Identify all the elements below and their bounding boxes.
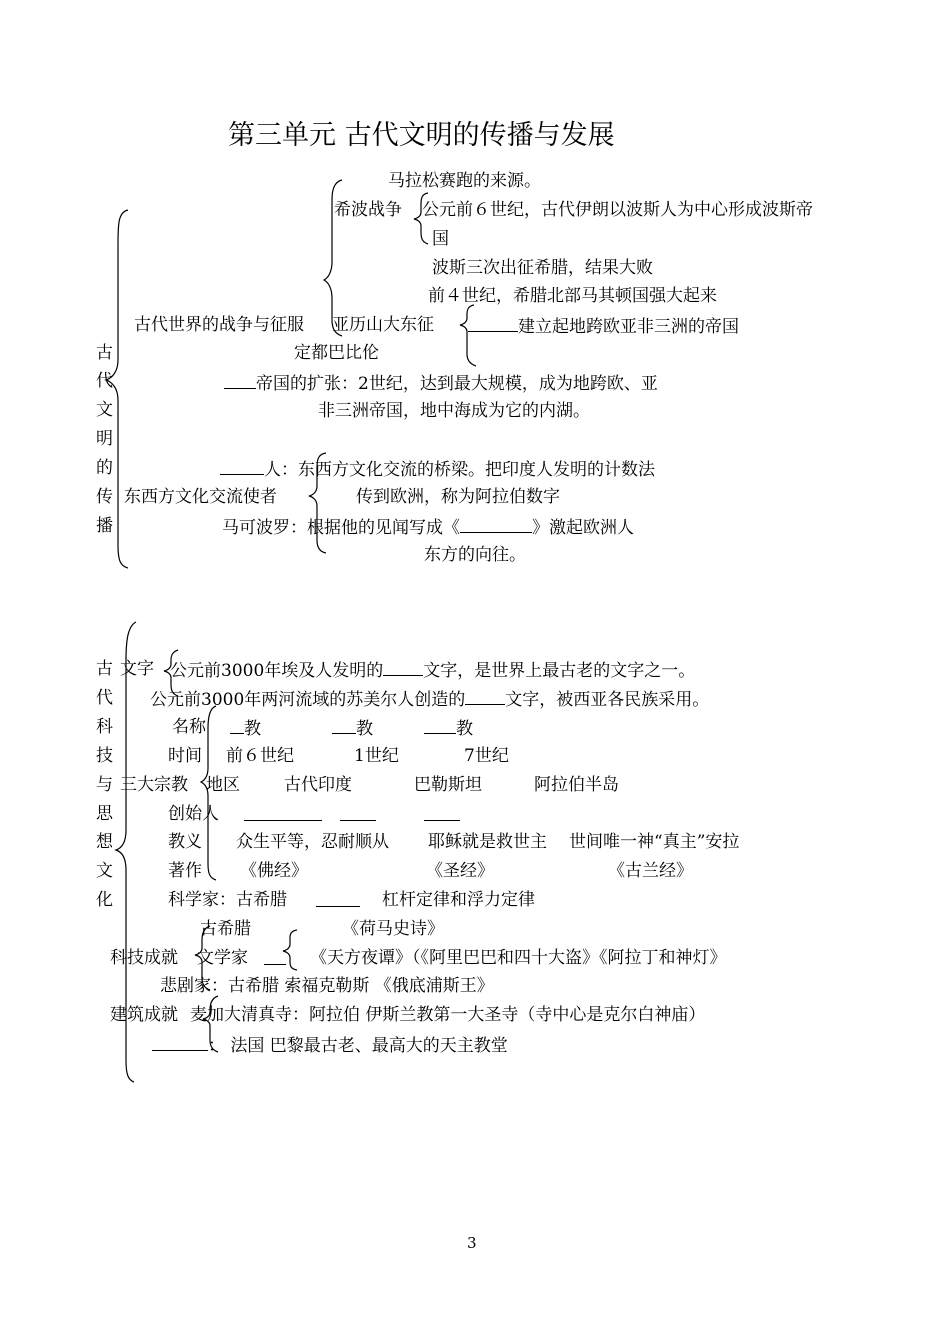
homer-epic: 《荷马史诗》	[342, 919, 444, 939]
scientist: 科学家：古希腊	[168, 890, 287, 910]
vertical-label-char: 的	[96, 458, 113, 478]
blank-line[interactable]	[424, 717, 456, 734]
blank-line[interactable]	[316, 890, 360, 907]
religion-book-3: 《古兰经》	[608, 861, 693, 881]
persian-empire-cont: 国	[432, 229, 449, 249]
arabian-nights: 《天方夜谭》（《阿里巴巴和四十大盗》《阿拉丁和神灯》	[310, 948, 727, 968]
religion-doctrine-label: 教义	[168, 832, 202, 852]
religion-time-1: 前６世纪	[226, 746, 294, 766]
ancient-greece: 古希腊	[200, 919, 251, 939]
vertical-label-char: 想	[96, 832, 113, 852]
greco-persian-war: 希波战争	[334, 200, 402, 220]
marco-polo-cont: 东方的向往。	[424, 545, 526, 565]
writing-heading: 文字	[120, 659, 154, 679]
vertical-label-char: 文	[96, 861, 113, 881]
religion-name-2: 教	[332, 717, 373, 739]
persia-invades: 波斯三次出征希腊，结果大败	[432, 258, 653, 278]
persian-empire-line: 公元前６世纪，古代伊朗以波斯人为中心形成波斯帝	[422, 200, 813, 220]
religion-founder-label: 创始人	[168, 804, 219, 824]
vertical-label-char: 思	[96, 804, 113, 824]
vertical-label-char: 明	[96, 429, 113, 449]
blank-line[interactable]	[244, 804, 322, 821]
vertical-label-char: 文	[96, 400, 113, 420]
mecca-mosque: 麦加大清真寺：阿拉伯 伊斯兰教第一大圣寺（寺中心是克尔白神庙）	[190, 1005, 706, 1025]
lever-law: 杠杆定律和浮力定律	[382, 890, 535, 910]
envoys-heading: 东西方文化交流使者	[124, 487, 277, 507]
blank-line[interactable]	[230, 717, 244, 734]
page-title: 第三单元 古代文明的传播与发展	[228, 120, 615, 151]
alexander-empire: 建立起地跨欧亚非三洲的帝国	[468, 315, 739, 337]
blank-line[interactable]	[152, 1034, 208, 1051]
roman-expansion: 帝国的扩张：2世纪，达到最大规模，成为地跨欧、亚	[224, 372, 658, 394]
blank-line[interactable]	[220, 458, 264, 475]
roman-expansion-cont: 非三洲帝国，地中海成为它的内湖。	[318, 401, 590, 421]
blank-line[interactable]	[332, 717, 356, 734]
religion-book-2: 《圣经》	[426, 861, 494, 881]
religion-time-label: 时间	[168, 746, 202, 766]
vertical-label-char: 古	[96, 659, 113, 679]
sumer-writing: 公元前3000年两河流域的苏美尔人创造的 文字，被西亚各民族采用。	[150, 690, 710, 710]
blank-line[interactable]	[460, 516, 532, 533]
vertical-label-char: 化	[96, 890, 113, 910]
religions-heading: 三大宗教	[120, 775, 188, 795]
babylon-capital: 定都巴比伦	[294, 343, 379, 363]
vertical-label-char: 科	[96, 717, 113, 737]
vertical-label-char: 技	[96, 746, 113, 766]
vertical-label-char: 代	[96, 371, 113, 391]
religion-region-label: 地区	[206, 775, 240, 795]
notre-dame: ： 法国 巴黎最古老、最高大的天主教堂	[152, 1034, 508, 1056]
vertical-label-char: 播	[96, 516, 113, 536]
religion-name-label: 名称	[172, 717, 206, 737]
blank-line[interactable]	[465, 688, 505, 705]
tragedian: 悲剧家：古希腊 索福克勒斯 《俄底浦斯王》	[160, 976, 494, 996]
religion-book-1: 《佛经》	[240, 861, 308, 881]
page-number: 3	[467, 1234, 477, 1252]
religion-book-label: 著作	[168, 861, 202, 881]
writer-label: 文学家	[197, 948, 248, 968]
blank-line[interactable]	[383, 659, 423, 676]
vertical-label-char: 传	[96, 487, 113, 507]
vertical-label-char: 古	[96, 343, 113, 363]
religion-name-3: 教	[424, 717, 473, 739]
marathon-origin: 马拉松赛跑的来源。	[388, 171, 541, 191]
arab-bridge: 人：东西方文化交流的桥梁。把印度人发明的计数法	[220, 458, 655, 480]
architecture-heading: 建筑成就	[110, 1005, 178, 1025]
religion-region-2: 巴勒斯坦	[414, 775, 482, 795]
arabic-numerals: 传到欧洲，称为阿拉伯数字	[356, 487, 560, 507]
macedon-rise: 前４世纪，希腊北部马其顿国强大起来	[428, 286, 717, 306]
religion-time-3: 7世纪	[464, 746, 509, 766]
vertical-label-char: 代	[96, 688, 113, 708]
blank-line[interactable]	[224, 372, 256, 389]
sci-tech-heading: 科技成就	[110, 948, 178, 968]
blank-line[interactable]	[468, 315, 518, 332]
religion-doctrine-2: 耶稣就是救世主	[428, 832, 547, 852]
blank-line[interactable]	[340, 804, 376, 821]
war-heading: 古代世界的战争与征服	[134, 315, 304, 335]
blank-line[interactable]	[264, 948, 286, 965]
religion-doctrine-3: 世间唯一神“真主”安拉	[569, 832, 740, 852]
religion-doctrine-1: 众生平等，忍耐顺从	[236, 832, 389, 852]
religion-region-3: 阿拉伯半岛	[534, 775, 619, 795]
vertical-label-char: 与	[96, 775, 113, 795]
egypt-writing: 公元前3000年埃及人发明的 文字，是世界上最古老的文字之一。	[170, 661, 696, 681]
marco-polo: 马可波罗：根据他的见闻写成《 》激起欧洲人	[222, 518, 634, 538]
blank-line[interactable]	[424, 804, 460, 821]
alexander-campaign: 亚历山大东征	[332, 315, 434, 335]
religion-region-1: 古代印度	[284, 775, 352, 795]
religion-name-1: 教	[230, 717, 261, 739]
religion-time-2: 1世纪	[354, 746, 399, 766]
